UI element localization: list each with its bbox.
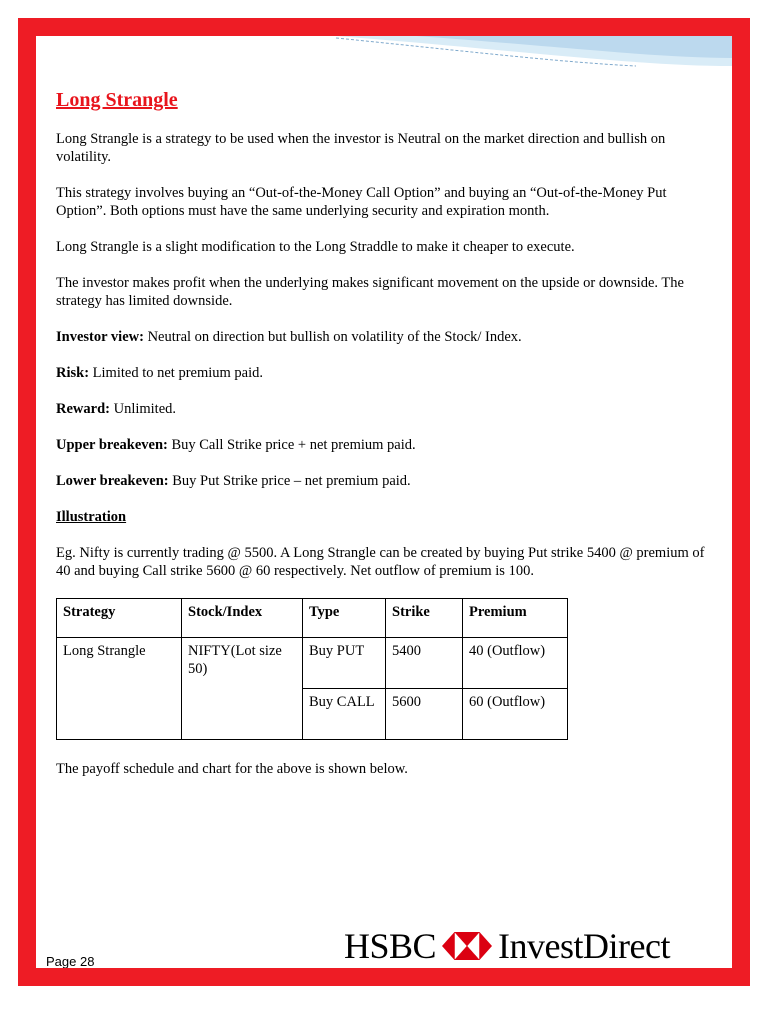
hsbc-hexagon-icon [442,932,492,960]
document-page [36,36,732,968]
field-label: Lower breakeven: [56,473,169,489]
field-label: Investor view: [56,329,144,345]
cell-strategy: Long Strangle [57,638,182,740]
strategy-table [56,598,568,740]
header-strike: Strike [386,599,463,638]
page-number: Page 28 [46,954,95,968]
cell-stock: NIFTY(Lot size 50) [182,638,303,740]
closing-text: The payoff schedule and chart for the above is shown below. [56,761,408,777]
table-header-row [57,599,568,638]
cell-strike: 5600 [386,689,463,740]
header-stock-index: Stock/Index [182,599,303,638]
paragraph-strategy: This strategy involves buying an “Out-of-the-Money Call Option” and buying an “Out-of-the-Money Put Option”. Both options must have the same underlying security and expiration month. [56,185,667,219]
field-label: Reward: [56,401,110,417]
paragraph-intro: Long Strangle is a strategy to be used when the investor is Neutral on the market direction and bullish on volatility. [56,131,666,165]
logo-text-hsbc: HSBC [344,926,437,966]
logo-text-investdirect: InvestDirect [498,926,670,966]
field-value: Buy Call Strike price + net premium paid. [167,437,416,453]
field-reward [56,400,716,418]
field-value: Buy Put Strike price – net premium paid. [168,473,411,489]
paragraph-profit: The investor makes profit when the underlying makes significant movement on the upside or downside. The strategy has limited downside. [56,275,684,309]
field-upper-breakeven [56,436,716,454]
field-value: Neutral on direction but bullish on volatility of the Stock/ Index. [143,329,522,345]
cell-premium: 40 (Outflow) [463,638,568,689]
main-content [56,88,716,796]
page-tab-icon [732,930,750,970]
hsbc-logo [344,928,670,964]
header-swoosh [36,36,732,76]
cell-strike: 5400 [386,638,463,689]
field-lower-breakeven [56,472,716,490]
field-risk [56,364,716,382]
illustration-heading: Illustration [56,509,127,525]
page-title: Long Strangle [56,89,178,111]
cell-type: Buy CALL [303,689,386,740]
table-row [57,638,568,689]
cell-premium: 60 (Outflow) [463,689,568,740]
header-strategy: Strategy [57,599,182,638]
field-label: Risk: [56,365,90,381]
field-value: Unlimited. [109,401,177,417]
field-label: Upper breakeven: [56,437,168,453]
paragraph-modification: Long Strangle is a slight modification to the Long Straddle to make it cheaper to execute. [56,239,575,255]
header-premium: Premium [463,599,568,638]
illustration-text: Eg. Nifty is currently trading @ 5500. A Long Strangle can be created by buying Put strike 5400 @ premium of 40 and buying Call strike 5600 @ 60 respectively. Net outflow of premium is 100. [56,545,705,579]
header-type: Type [303,599,386,638]
cell-type: Buy PUT [303,638,386,689]
field-value: Limited to net premium paid. [89,365,264,381]
field-investor-view [56,328,716,346]
